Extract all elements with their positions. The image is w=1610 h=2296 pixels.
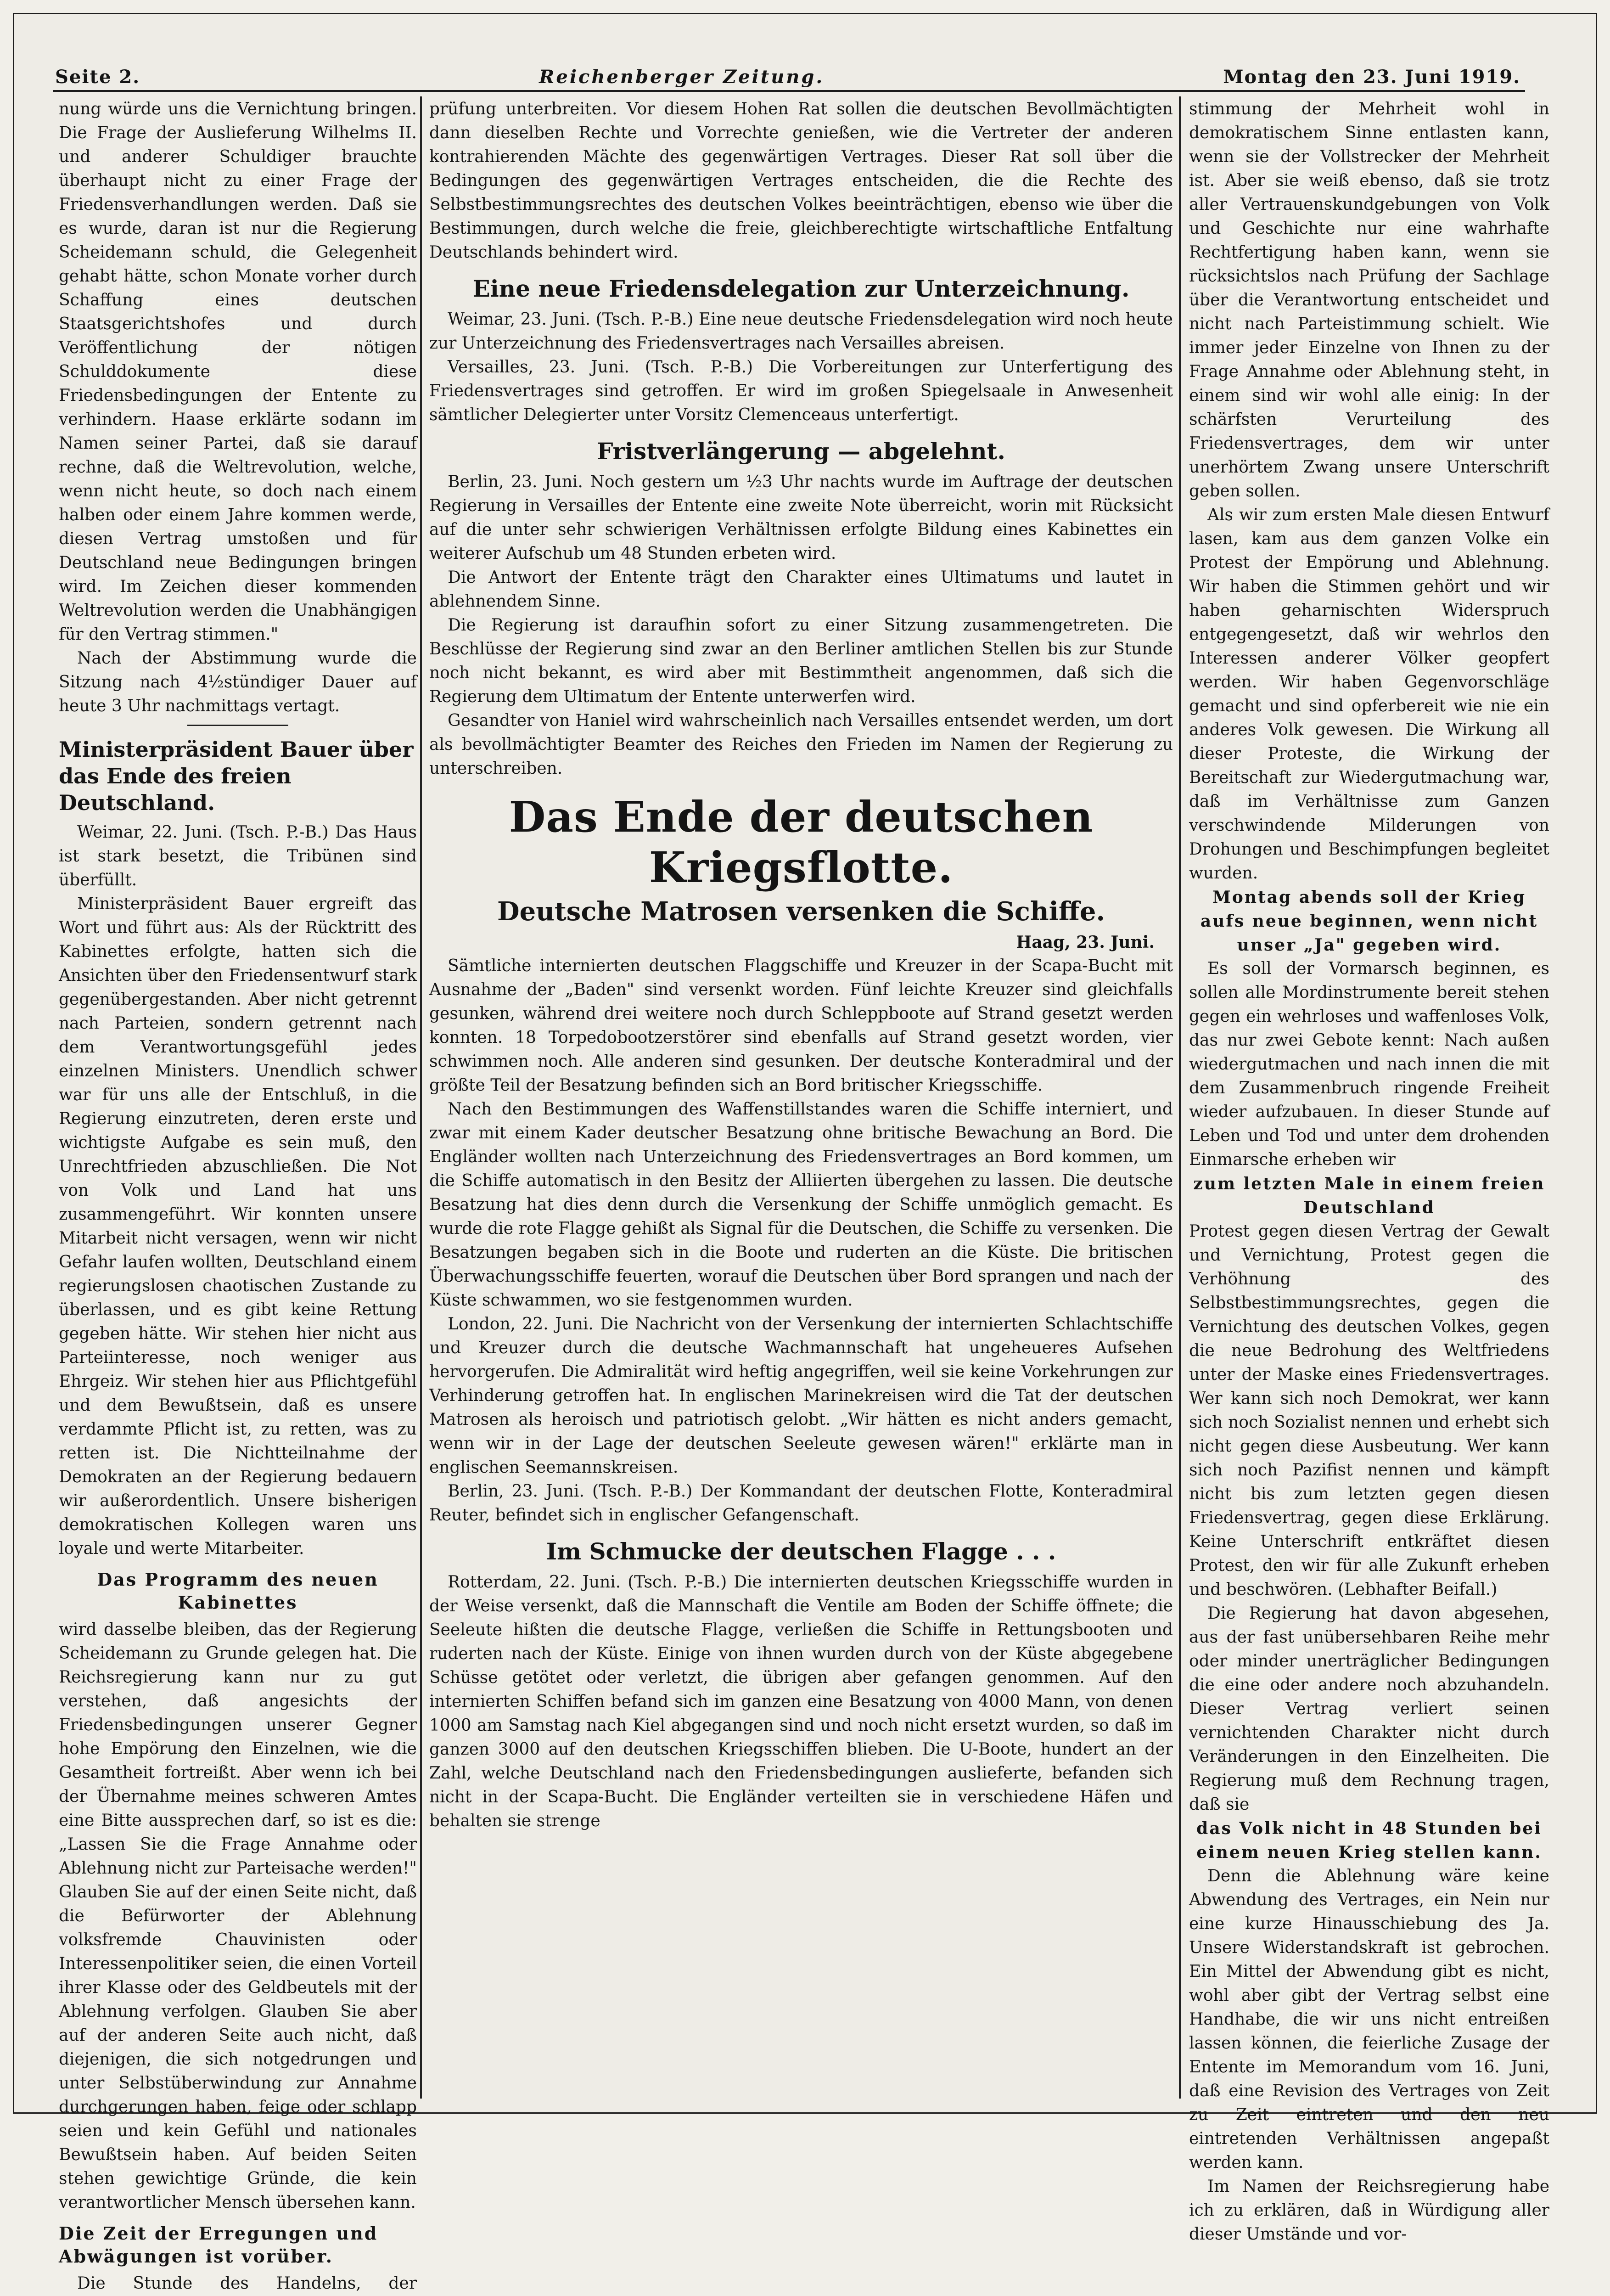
subheading-program: Das Programm des neuen Kabinettes [97, 1569, 379, 1613]
article-paragraph: Es soll der Vormarsch beginnen, es sollen alle Mordinstrumente bereit stehen gegen ein wehrloses und waffenloses Volk, das nur zwei Gebote kennt: Nach außen wiedergutmachen und nach innen die mit dem Zusammenbruch ringende Freiheit wieder aufzubauen. In dieser Stunde auf Leben und Tod und unter dem drohenden Einmarsche erheben wir [1189, 959, 1549, 1169]
article-paragraph: London, 22. Juni. Die Nachricht von der Versenkung der internierten Schlachtschiffe und Kreuzer durch die deutsche Wachmannschaft hat ungeheueres Aufsehen hervorgerufen. Die Admiralität wird heftig angegriffen, weil sie keine Vorkehrungen zur Verhinderung getroffen hat. In englischen Marinekreisen wird die Tat der deutschen Matrosen als heroisch und patriotisch gelobt. „Wir hätten es nicht anders gemacht, wenn wir in der Lage der deutschen Seeleute gewesen wären!" erklärte man in englischen Seemannskreisen. [429, 1315, 1173, 1477]
spaced-statement: Montag abends soll der Krieg aufs neue beginnen, wenn nicht unser „Ja" gegeben wird. [1200, 888, 1538, 955]
page-number: Seite 2. [55, 66, 140, 88]
article-paragraph: nung würde uns die Vernichtung bringen. Die Frage der Auslieferung Wilhelms II. und anderer Schuldiger brauchte überhaupt nicht zu einer Frage der Friedensverhandlungen werden. Daß sie es wurde, daran ist nur die Regierung Scheidemann schuld, die Gelegenheit gehabt hätte, schon Monate vorher durch Schaffung eines deutschen Staatsgerichtshofes und durch Veröffentlichung der nötigen Schulddokumente diese Friedensbedingungen der Entente zu verhindern. Haase erklärte sodann im Namen seiner Partei, daß sie darauf rechne, daß die Weltrevolution, welche, wenn nicht heute, so doch nach einem halben oder einem Jahre kommen werde, diesen Vertrag umstoßen und für Deutschland neue Bedingungen bringen wird. Im Zeichen dieser kommenden Weltrevolution werden die Unabhängigen für den Vertrag stimmen." [59, 100, 417, 644]
article-paragraph: Als wir zum ersten Male diesen Entwurf lasen, kam aus dem ganzen Volke ein Protest der Empörung und Ablehnung. Wir haben die Stimmen gehört und wir haben geharnischten Widerspruch entgegengesetzt, daß wir wehrlos den Interessen anderer Völker geopfert werden. Wir haben Gegenvorschläge gemacht und sind opferbereit wie nie ein anderes Volk gewesen. Die Wirkung all dieser Proteste, die Wirkung der Bereitschaft zur Wiedergutmachung war, daß im Verhältnisse zum Ganzen verschwindende Milderungen von Drohungen und Beschimpfungen begleitet wurden. [1189, 506, 1549, 883]
page-header [55, 61, 1520, 93]
dateline: Haag, 23. Juni. [1016, 933, 1155, 952]
divider [187, 725, 288, 726]
article-paragraph: Die Stunde des Handelns, der [77, 2274, 417, 2293]
main-subheadline: Deutsche Matrosen versenken die Schiffe. [497, 896, 1105, 927]
article-paragraph: Die Regierung hat davon abgesehen, aus der fast unübersehbaren Reihe mehr oder minder unerträglicher Bedingungen die eine oder andere noch abzuhandeln. Dieser Vertrag verliert seinen vernichtenden Charakter nicht durch Veränderungen in den Einzelheiten. Die Regierung muß dem Rechnung tragen, daß sie [1189, 1604, 1549, 1814]
article-paragraph: Protest gegen diesen Vertrag der Gewalt und Vernichtung, Protest gegen die Verhöhnung des Selbstbestimmungsrechtes, gegen die Vernichtung des deutschen Volkes, gegen die neue Bedrohung des Weltfriedens unter der Maske eines Friedensvertrages. Wer kann sich noch Demokrat, wer kann sich noch Sozialist nennen und erhebt sich nicht gegen diese Ausbeutung. Wer kann sich noch Pazifist nennen und kämpft nicht bis zum letzten gegen diesen Friedensvertrag, gegen diese Erklärung. Keine Unterschrift entkräftet diesen Protest, den wir für alle Zukunft erheben und beschwören. (Lebhafter Beifall.) [1189, 1222, 1549, 1599]
article-paragraph: wird dasselbe bleiben, das der Regierung Scheidemann zu Grunde gelegen hat. Die Reichsregierung kann nur zu gut verstehen, daß angesichts der Friedensbedingungen unserer Gegner hohe Empörung den Einzelnen, wie die Gesamtheit fortreißt. Aber wenn ich bei der Übernahme meines schweren Amtes eine Bitte aussprechen darf, so ist es die: „Lassen Sie die Frage Annahme oder Ablehnung nicht zur Parteisache werden!" Glauben Sie auf der einen Seite nicht, daß die Befürworter der Ablehnung volksfremde Chauvinisten oder Interessenpolitiker seien, die einen Vorteil ihrer Klasse oder des Geldbeutels mit der Ablehnung verfolgen. Glauben Sie aber auf der anderen Seite auch nicht, daß diejenigen, die sich notgedrungen und unter Selbstüberwindung zur Annahme durchgerungen haben, feige oder schlapp seien und kein Gefühl und nationales Bewußtsein haben. Auf beiden Seiten stehen gewichtige Gründe, die kein verantwortlicher Mensch übersehen kann. [59, 1620, 417, 2212]
article-paragraph: Weimar, 23. Juni. (Tsch. P.-B.) Eine neue deutsche Friedensdelegation wird noch heute zur Unterzeichnung des Friedensvertrages nach Versailles abreisen. [429, 310, 1173, 353]
article-paragraph: Versailles, 23. Juni. (Tsch. P.-B.) Die Vorbereitungen zur Unterfertigung des Friedensvertrages sind getroffen. Er wird im großen Spiegelsaale in Anwesenheit sämtlicher Delegierter unter Vorsitz Clemenceaus unterfertigt. [429, 358, 1173, 424]
article-paragraph: Die Regierung ist daraufhin sofort zu einer Sitzung zusammengetreten. Die Beschlüsse der Regierung sind zwar an den Berliner amtlichen Stellen bis zur Stunde noch nicht bekannt, es wird aber mit Bestimmtheit angenommen, daß sich die Regierung dem Ultimatum der Entente unterwerfen wird. [429, 616, 1173, 706]
subheading-time: Die Zeit der Erregungen und Abwägungen ist vorüber. [59, 2223, 378, 2267]
article-paragraph: Nach der Abstimmung wurde die Sitzung nach 4½stündiger Dauer auf heute 3 Uhr nachmittags vertagt. [59, 649, 417, 715]
masthead: Reichenberger Zeitung. [539, 66, 825, 88]
article-paragraph: Die Antwort der Entente trägt den Charakter eines Ultimatums und lautet in ablehnendem Sinne. [429, 568, 1173, 611]
column-center [429, 97, 1173, 2104]
article-paragraph: Denn die Ablehnung wäre keine Abwendung des Vertrages, ein Nein nur eine kurze Hinausschiebung des Ja. Unsere Widerstandskraft ist gebrochen. Ein Mittel der Abwendung gibt es nicht, wohl aber gibt der Vertrag selbst eine Handhabe, die wir uns nicht entreißen lassen können, die feierliche Zusage der Entente im Memorandum vom 16. Juni, daß eine Revision des Vertrages von Zeit zu Zeit eintreten und den neu eintretenden Verhältnissen angepaßt werden kann. [1189, 1867, 1549, 2172]
article-paragraph: Ministerpräsident Bauer ergreift das Wort und führt aus: Als der Rücktritt des Kabinettes erfolgte, hatten sich die Ansichten über den Friedensentwurf stark gegenübergestanden. Aber nicht getrennt nach Parteien, sondern getrennt nach dem Verantwortungsgefühl jedes einzelnen Ministers. Unendlich schwer war für uns alle der Entschluß, in die Regierung einzutreten, deren erste und wichtigste Aufgabe es sein muß, den Unrechtfrieden abzuschließen. Die Not von Volk und Land hat uns zusammengeführt. Wir konnten unsere Mitarbeit nicht versagen, wenn wir nicht Gefahr laufen wollten, Deutschland einem regierungslosen chaotischen Zustande zu überlassen, und es gibt keine Rettung gegeben hätte. Wir stehen hier nicht aus Parteiinteresse, noch weniger aus Ehrgeiz. Wir stehen hier aus Pflichtgefühl und dem Bewußtsein, daß es unsere verdammte Pflicht ist, zu retten, was zu retten ist. Die Nichtteilnahme der Demokraten an der Regierung bedauern wir außerordentlich. Unsere bisherigen demokratischen Kollegen waren uns loyale und werte Mitarbeiter. [59, 895, 417, 1558]
headline-flagge: Im Schmucke der deutschen Flagge . . . [546, 1538, 1056, 1565]
spaced-statement: das Volk nicht in 48 Stunden bei einem neuen Krieg stellen kann. [1196, 1819, 1542, 1862]
headline-bauer: Ministerpräsident Bauer über das Ende des freien Deutschland. [59, 737, 414, 815]
article-paragraph: Sämtliche internierten deutschen Flaggschiffe und Kreuzer in der Scapa-Bucht mit Ausnahme der „Baden" sind versenkt worden. Fünf leichte Kreuzer sind gleichfalls gesunken, während drei weitere noch durch Schleppboote auf Strand gesetzt werden konnten. 18 Torpedobootzerstörer sind ebenfalls auf Strand gesetzt worden, vier schwimmen noch. Alle anderen sind gesunken. Der deutsche Konteradmiral und der größte Teil der Besatzung befinden sich an Bord britischer Kriegsschiffe. [429, 957, 1173, 1095]
article-paragraph: Nach den Bestimmungen des Waffenstillstandes waren die Schiffe interniert, und zwar mit einem Kader deutscher Besatzung ohne britische Bewachung an Bord. Die Engländer wollten nach Unterzeichnung des Friedensvertrages an Bord kommen, um die Schiffe automatisch in den Besitz der Alliierten übergehen zu lassen. Die deutsche Besatzung hat dies denn durch die Versenkung der Schiffe unmöglich gemacht. Es wurde die rote Flagge gehißt als Signal für die Deutschen, die Schiffe zu versenken. Die Besatzungen begaben sich in die Boote und ruderten an die Küste. Die britischen Überwachungsschiffe feuerten, worauf die Deutschen über Bord sprangen und nach der Küste schwammen, wo sie festgenommen wurden. [429, 1100, 1173, 1310]
header-rule [53, 90, 1525, 92]
column-rule-2 [1179, 96, 1181, 2099]
headline-fristverlaengerung: Fristverlängerung — abgelehnt. [597, 438, 1005, 465]
article-paragraph: Weimar, 22. Juni. (Tsch. P.-B.) Das Haus ist stark besetzt, die Tribünen sind überfüllt. [59, 823, 417, 889]
article-paragraph: Im Namen der Reichsregierung habe ich zu erklären, daß in Würdigung aller dieser Umstände und vor- [1189, 2177, 1549, 2244]
article-paragraph: prüfung unterbreiten. Vor diesem Hohen Rat sollen die deutschen Bevollmächtigten dann dieselben Rechte und Vorrechte genießen, wie die Vertreter der anderen kontrahierenden Mächte des gegenwärtigen Vertrages. Dieser Rat soll über die Bedingungen des gegenwärtigen Vertrages entscheiden, die die Rechte des Selbstbestimmungsrechtes des deutschen Volkes beeinträchtigen, ebenso wie über die Bestimmungen, durch welche die freie, gleichberechtigte wirtschaftliche Entfaltung Deutschlands behindert wird. [429, 100, 1173, 262]
article-paragraph: Berlin, 23. Juni. (Tsch. P.-B.) Der Kommandant der deutschen Flotte, Konteradmiral Reuter, befindet sich in englischer Gefangenschaft. [429, 1482, 1173, 1525]
issue-date: Montag den 23. Juni 1919. [1223, 66, 1520, 88]
column-right [1189, 97, 1549, 2244]
article-paragraph: Berlin, 23. Juni. Noch gestern um ½3 Uhr nachts wurde im Auftrage der deutschen Regierung in Versailles der Entente eine zweite Note überreicht, worin mit Rücksicht auf die unter sehr schwierigen Verhältnissen erfolgte Bildung eines Kabinettes ein weiterer Aufschub um 48 Stunden erbeten wird. [429, 473, 1173, 563]
article-paragraph: stimmung der Mehrheit wohl in demokratischem Sinne entlasten kann, wenn sie der Vollstrecker der Mehrheit ist. Aber sie weiß ebenso, daß sie trotz aller Vertrauenskundgebungen von Volk und Geschichte nur eine wahrhafte Rechtfertigung haben kann, wenn sie rücksichtslos nach Prüfung der Sachlage über die Verantwortung entscheidet und nicht nach Parteistimmung schielt. Wie immer jeder Einzelne von Ihnen zu der Frage Annahme oder Ablehnung steht, in einem sind wir wohl alle einig: In der schärfsten Verurteilung des Friedensvertrages, dem wir unter unerhörtem Zwang unsere Unterschrift geben sollen. [1189, 100, 1549, 501]
main-headline: Das Ende der deutschen Kriegsflotte. [509, 792, 1094, 892]
column-rule-1 [420, 96, 422, 2099]
article-paragraph: Rotterdam, 22. Juni. (Tsch. P.-B.) Die internierten deutschen Kriegsschiffe wurden in der Weise versenkt, daß die Mannschaft die Ventile am Boden der Schiffe öffnete; die Seeleute hißten die deutsche Flagge, verließen die Schiffe in Rettungsbooten und ruderten nach der Küste. Einige von ihnen wurden durch von der Küste abgegebene Schüsse getötet oder verletzt, die übrigen aber gefangen genommen. Auf den internierten Schiffen befand sich im ganzen eine Besatzung von 4000 Mann, von denen 1000 am Samstag nach Kiel abgegangen sind und noch nicht ersetzt wurden, so daß im ganzen 3000 auf den deutschen Kriegsschiffen blieben. Die U-Boote, hundert an der Zahl, welche Deutschland nach den Friedensbedingungen auslieferte, befanden sich nicht in der Scapa-Bucht. Die Engländer verteilten sie in verschiedene Häfen und behalten sie strenge [429, 1573, 1173, 1830]
article-paragraph: Gesandter von Haniel wird wahrscheinlich nach Versailles entsendet werden, um dort als bevollmächtigter Beamter des Reiches den Frieden im Namen der Regierung zu unterschreiben. [429, 711, 1173, 778]
spaced-statement: zum letzten Male in einem freien Deutschland [1193, 1174, 1545, 1217]
column-left [59, 97, 417, 2293]
headline-delegation: Eine neue Friedensdelegation zur Unterzeichnung. [472, 275, 1130, 302]
